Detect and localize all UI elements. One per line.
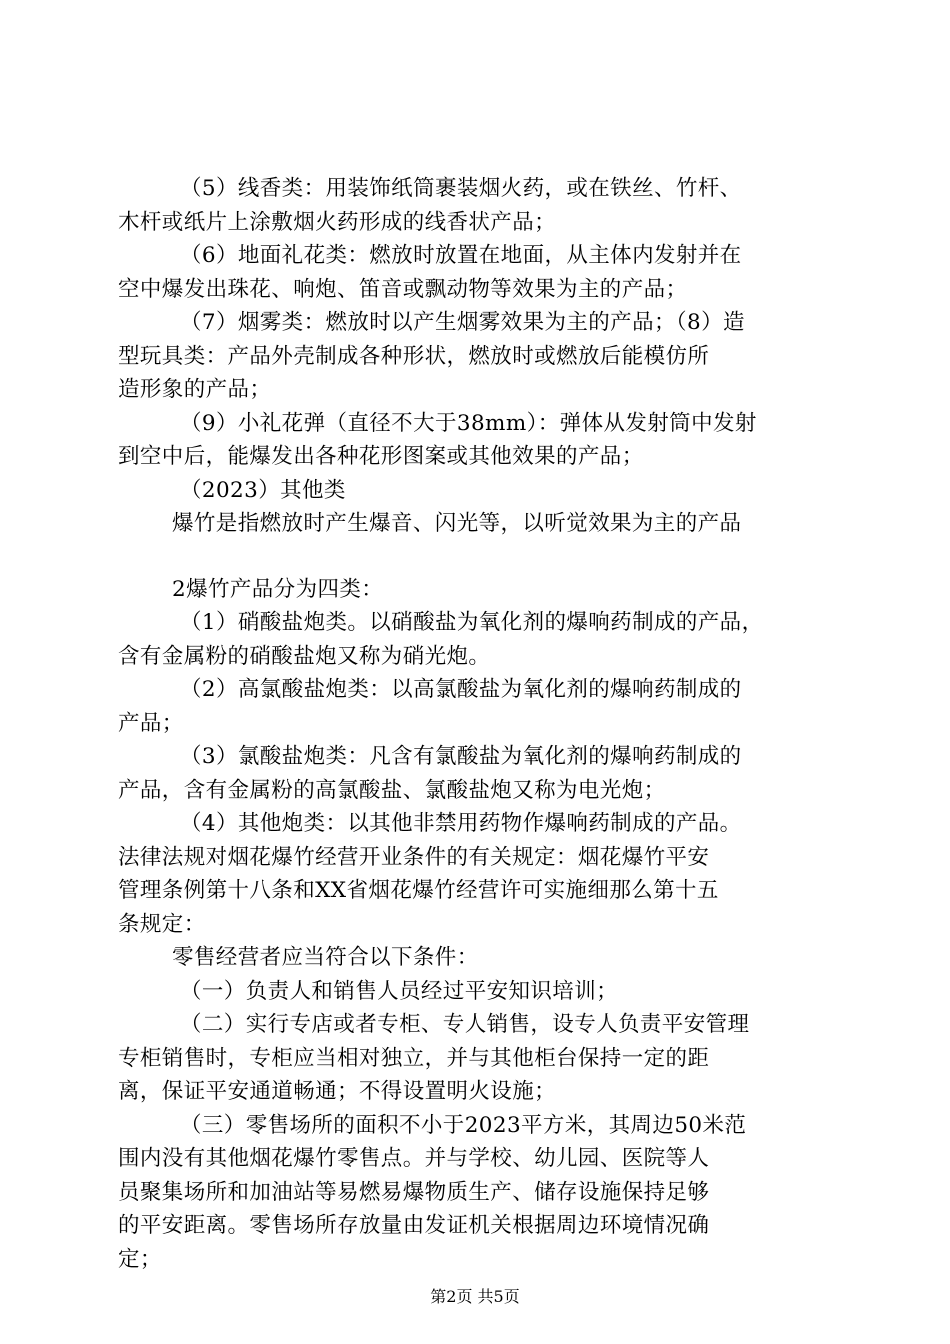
paragraph-line: （2023）其他类 xyxy=(180,477,346,503)
paragraph-line: 空中爆发出珠花、响炮、笛音或飘动物等效果为主的产品； xyxy=(118,276,688,302)
paragraph-gap xyxy=(118,541,838,573)
paragraph-line: （5）线香类：用装饰纸筒裹装烟火药，或在铁丝、竹杆、 xyxy=(180,176,742,201)
paragraph-line: 爆竹是指燃放时产生爆音、闪光等，以听觉效果为主的产品 xyxy=(172,511,742,536)
paragraph-line: 零售经营者应当符合以下条件： xyxy=(172,945,479,970)
paragraph-line: 专柜销售时，专柜应当相对独立，并与其他柜台保持一定的距 xyxy=(118,1045,710,1071)
paragraph-line: 产品，含有金属粉的高氯酸盐、氯酸盐炮又称为电光炮； xyxy=(118,777,666,803)
paragraph-line: （4）其他炮类：以其他非禁用药物作爆响药制成的产品。 xyxy=(180,811,742,836)
document-body xyxy=(118,172,838,1276)
paragraph-line: 员聚集场所和加油站等易燃易爆物质生产、储存设施保持足够 xyxy=(118,1179,710,1205)
paragraph-line: （三）零售场所的面积不小于2023平方米，其周边50米范 xyxy=(180,1112,747,1138)
paragraph-line: 2爆竹产品分为四类： xyxy=(172,576,384,602)
paragraph-line: 离，保证平安通道畅通；不得设置明火设施； xyxy=(118,1079,557,1104)
paragraph-line: 管理条例第十八条和XX省烟花爆竹经营许可实施细那么第十五 xyxy=(118,878,719,903)
paragraph-line: （2）高氯酸盐炮类：以高氯酸盐为氧化剂的爆响药制成的 xyxy=(180,677,742,702)
page-number-footer: 第2页 共5页 xyxy=(430,1287,520,1306)
paragraph-line: 造形象的产品； xyxy=(118,377,272,402)
paragraph-line: 到空中后，能爆发出各种花形图案或其他效果的产品； xyxy=(118,444,644,469)
paragraph-line: （3）氯酸盐炮类：凡含有氯酸盐为氧化剂的爆响药制成的 xyxy=(180,744,742,769)
paragraph-line: 产品； xyxy=(118,710,184,736)
paragraph-line: 木杆或纸片上涂敷烟火药形成的线香状产品； xyxy=(118,209,557,235)
paragraph-line: （一）负责人和销售人员经过平安知识培训； xyxy=(180,978,619,1004)
paragraph-line: （6）地面礼花类：燃放时放置在地面，从主体内发射并在 xyxy=(180,243,742,268)
paragraph-line: 的平安距离。零售场所存放量由发证机关根据周边环境情况确 xyxy=(118,1213,710,1238)
paragraph-line: （9）小礼花弹（直径不大于38mm）：弹体从发射筒中发射 xyxy=(180,410,757,436)
paragraph-line: （二）实行专店或者专柜、专人销售，设专人负责平安管理 xyxy=(180,1012,750,1037)
paragraph-line: 围内没有其他烟花爆竹零售点。并与学校、幼儿园、医院等人 xyxy=(118,1146,710,1171)
paragraph-line: （1）硝酸盐炮类。以硝酸盐为氧化剂的爆响药制成的产品， xyxy=(180,610,764,635)
paragraph-line: （7）烟雾类：燃放时以产生烟雾效果为主的产品；（8）造 xyxy=(180,310,745,335)
paragraph-line: 法律法规对烟花爆竹经营开业条件的有关规定：烟花爆竹平安 xyxy=(118,844,710,870)
paragraph-line: 含有金属粉的硝酸盐炮又称为硝光炮。 xyxy=(118,643,491,669)
paragraph-line: 型玩具类：产品外壳制成各种形状，燃放时或燃放后能模仿所 xyxy=(118,343,710,369)
paragraph-line: 定； xyxy=(118,1246,162,1272)
paragraph-line: 条规定： xyxy=(118,911,206,937)
